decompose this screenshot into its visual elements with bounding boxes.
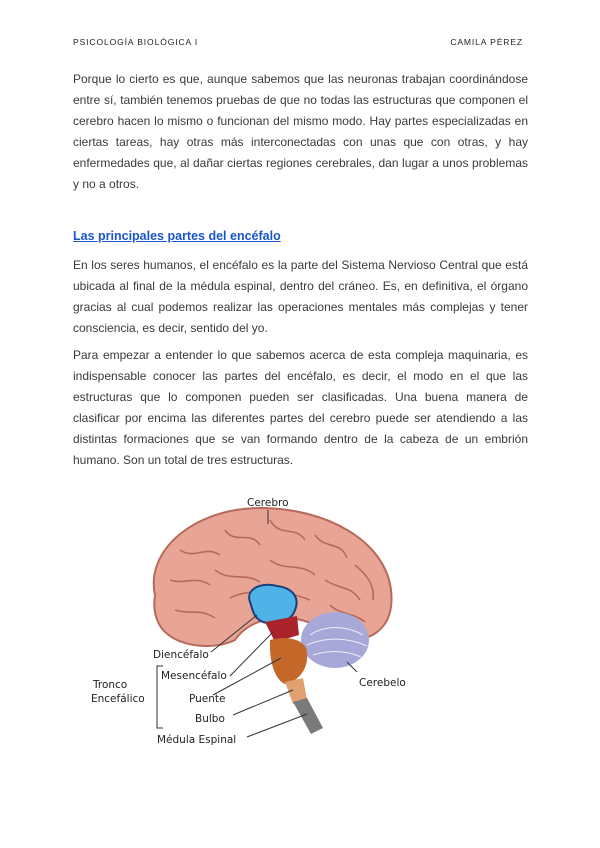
header-author-name: CAMILA PÉREZ [450, 37, 523, 47]
paragraph-intro: Porque lo cierto es que, aunque sabemos que las neuronas trabajan coordinándose entre sí, también tenemos pruebas de que no todas las estructuras que componen el cerebro hacen lo mismo o funcionan del mismo modo. Hay partes especializadas en ciertas tareas, hay otras más interconectadas con unas que con otras, y hay enfermedades que, al dañar ciertas regiones cerebrales, dan lugar a unos problemas y no a otros. [73, 72, 528, 191]
brain-diagram [85, 490, 425, 755]
spinal-cord-shape [293, 698, 323, 734]
label-diencefalo: Diencéfalo [153, 649, 209, 661]
paragraph-encephalon-parts: Para empezar a entender lo que sabemos acerca de esta compleja maquinaria, es indispensable conocer las partes del encéfalo, es decir, el modo en el que las estructuras que lo componen pueden ser clasificadas. Una buena manera de clasificar por encima las diferentes partes del cerebro puede ser atendiendo a las distintas formaciones que se van formando dentro de la cabeza de un embrión humano. Son un total de tres estructuras. [73, 348, 528, 467]
label-mesencefalo: Mesencéfalo [161, 670, 227, 682]
label-puente: Puente [189, 693, 226, 705]
label-tronco: Tronco [93, 679, 128, 691]
label-bulbo: Bulbo [195, 713, 225, 725]
label-encefalico: Encefálico [91, 693, 145, 705]
section-heading-link[interactable]: Las principales partes del encéfalo [73, 229, 281, 243]
label-medula-espinal: Médula Espinal [157, 734, 237, 746]
label-cerebelo: Cerebelo [359, 677, 406, 689]
paragraph-encephalon-definition: En los seres humanos, el encéfalo es la parte del Sistema Nervioso Central que está ubicada al final de la médula espinal, dentro del cráneo. Es, en definitiva, el órgano gracias al cual podemos realizar las operaciones mentales más complejas y tener consciencia, es decir, sentido del yo. [73, 258, 528, 335]
cerebellum-shape [301, 612, 369, 668]
header-course-title: PSICOLOGÍA BIOLÓGICA I [73, 37, 199, 47]
label-cerebro: Cerebro [247, 497, 289, 509]
